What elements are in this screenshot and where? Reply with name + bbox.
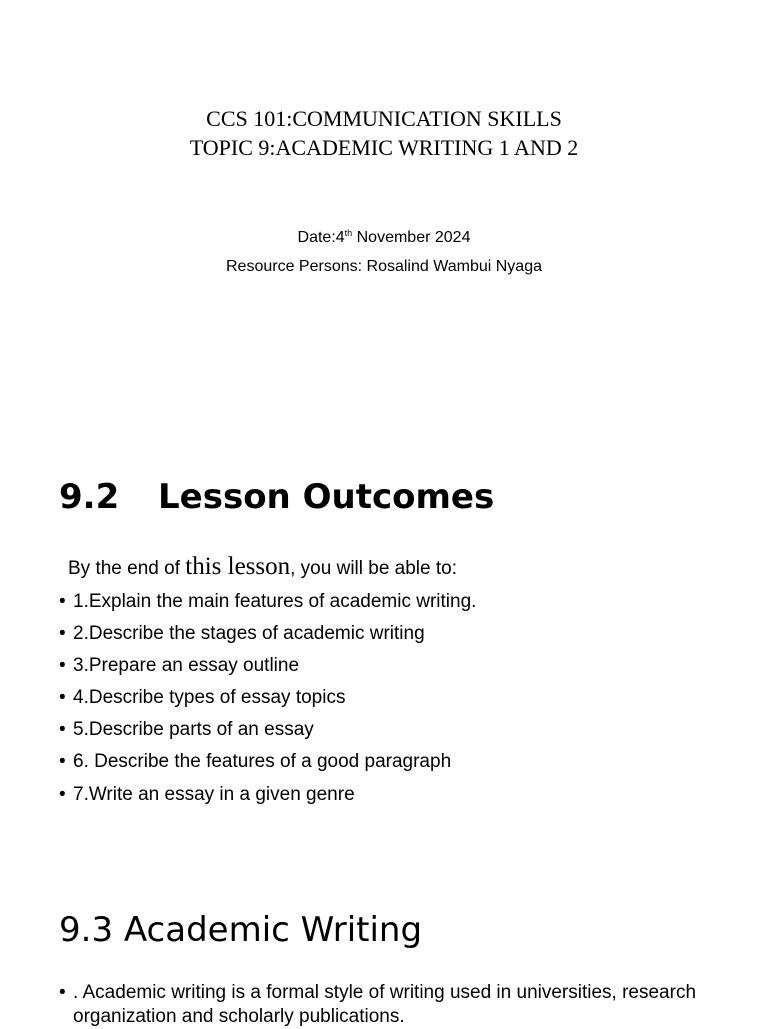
bullet-icon: • — [59, 687, 66, 709]
outcome-text: 7.Write an essay in a given genre — [73, 783, 355, 805]
date-rest: November 2024 — [352, 229, 471, 246]
list-item — [59, 684, 476, 716]
outcomes-list — [59, 588, 476, 813]
bullet-icon: • — [59, 591, 66, 612]
paragraph-text: . Academic writing is a formal style of writing used in universities, research organization and scholarly publications. — [73, 982, 697, 1027]
bullet-icon: • — [59, 783, 66, 805]
list-item — [59, 781, 476, 813]
academic-writing-paragraph — [59, 981, 733, 1029]
intro-start: By the end of — [68, 558, 186, 579]
outcome-text: 6. Describe the features of a good paragraph — [73, 751, 452, 773]
outcome-text: 5.Describe parts of an essay — [73, 719, 314, 741]
list-item — [59, 748, 476, 780]
bullet-icon: • — [59, 751, 66, 773]
course-title: CCS 101:COMMUNICATION SKILLS — [206, 106, 562, 131]
slide-title — [0, 104, 768, 162]
outcome-text: 4.Describe types of essay topics — [73, 687, 346, 709]
date-prefix: Date:4 — [297, 229, 345, 246]
intro-end: , you will be able to: — [290, 558, 457, 579]
bullet-icon: • — [59, 719, 66, 741]
date-line — [0, 229, 768, 247]
list-item — [59, 588, 476, 620]
intro-serif: this lesson — [185, 553, 291, 580]
bullet-icon: • — [59, 623, 66, 645]
bullet-icon: • — [59, 655, 66, 677]
outcome-text: 3.Prepare an essay outline — [73, 655, 300, 677]
outcomes-intro — [68, 553, 457, 583]
outcome-text: 2.Describe the stages of academic writing — [73, 623, 425, 645]
section-title: Lesson Outcomes — [158, 477, 495, 517]
topic-title: TOPIC 9:ACADEMIC WRITING 1 AND 2 — [189, 135, 579, 160]
section-number: 9.2 — [59, 477, 120, 517]
list-item — [59, 716, 476, 748]
academic-writing-heading: 9.3 Academic Writing — [59, 910, 423, 950]
outcome-text: 1.Explain the main features of academic writing. — [73, 591, 477, 612]
resource-persons: Resource Persons: Rosalind Wambui Nyaga — [226, 258, 542, 275]
list-item — [59, 620, 476, 652]
list-item — [59, 652, 476, 684]
lesson-outcomes-heading — [59, 475, 494, 519]
date-ordinal: th — [344, 228, 353, 238]
bullet-icon: • — [59, 982, 66, 1003]
